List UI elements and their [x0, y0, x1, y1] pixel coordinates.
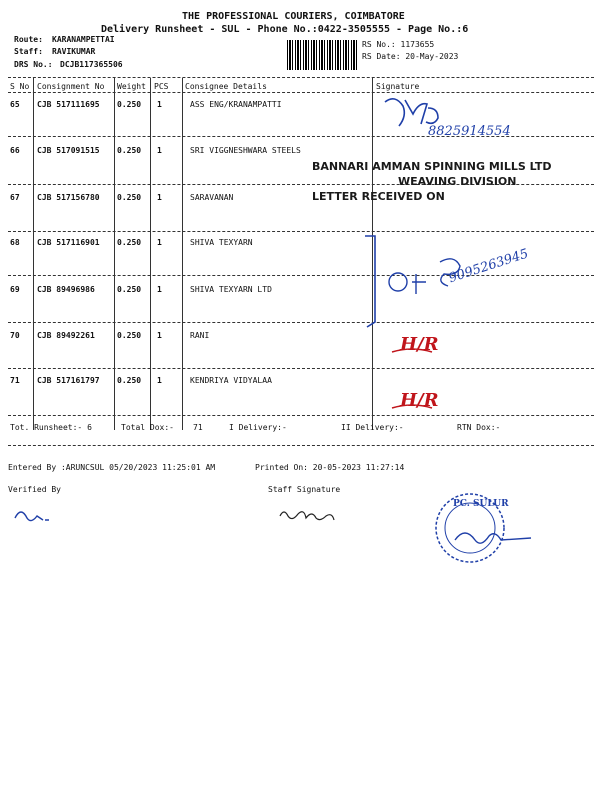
- cell-pcs: 1: [157, 331, 162, 340]
- cell-weight: 0.250: [117, 331, 142, 340]
- col-consignment: Consignment No: [37, 82, 105, 91]
- cell-weight: 0.250: [117, 100, 142, 109]
- stamp-line-1: BANNARI AMMAN SPINNING MILLS LTD: [312, 160, 552, 173]
- route-value: KARANAMPETTAI: [52, 35, 115, 44]
- cell-pcs: 1: [157, 238, 162, 247]
- cell-sno: 65: [10, 100, 20, 109]
- cell-sno: 69: [10, 285, 20, 294]
- staff-value: RAVIKUMAR: [52, 47, 96, 56]
- cell-consignee: KENDRIYA VIDYALAA: [190, 376, 272, 385]
- handwritten-phone-1: 8825914554: [428, 124, 511, 139]
- staff-label: Staff:: [14, 47, 43, 56]
- bracket-mark: [365, 236, 375, 327]
- stamp-line-3: LETTER RECEIVED ON: [312, 190, 445, 203]
- company-title: THE PROFESSIONAL COURIERS, COIMBATORE: [182, 11, 405, 22]
- hr-mark-71: H/R: [400, 390, 439, 411]
- hr-mark-70: H/R: [400, 334, 439, 355]
- cell-consignee: SHIVA TEXYARN LTD: [190, 285, 272, 294]
- total-runsheet: Tot. Runsheet:- 6: [10, 423, 92, 432]
- staff-signature-label: Staff Signature: [268, 485, 341, 494]
- cell-sno: 66: [10, 146, 20, 155]
- col-consignee: Consignee Details: [185, 82, 267, 91]
- drs-label: DRS No.:: [14, 60, 53, 69]
- cell-pcs: 1: [157, 376, 162, 385]
- rs-number: RS No.: 1173655: [362, 40, 435, 49]
- cell-consignment: CJB 517111695: [37, 100, 100, 109]
- cell-sno: 70: [10, 331, 20, 340]
- runsheet-subtitle: Delivery Runsheet - SUL - Phone No.:0422-3505555 - Page No.:6: [101, 24, 469, 35]
- cell-pcs: 1: [157, 193, 162, 202]
- cell-consignment: CJB 517161797: [37, 376, 100, 385]
- col-signature: Signature: [376, 82, 420, 91]
- cell-weight: 0.250: [117, 238, 142, 247]
- seal-inner-icon: [445, 503, 495, 553]
- seal-text: PC. SULUR: [453, 499, 509, 509]
- verified-signature: [15, 512, 49, 521]
- cell-consignee: SARAVANAN: [190, 193, 234, 202]
- rs-date: RS Date: 20-May-2023: [362, 52, 459, 61]
- col-sno: S No: [10, 82, 30, 91]
- stamp-line-2: WEAVING DIVISION: [398, 175, 517, 188]
- cell-consignment: CJB 89492261: [37, 331, 95, 340]
- total-dox-value: 71: [193, 423, 203, 432]
- cell-sno: 68: [10, 238, 20, 247]
- cell-consignee: ASS ENG/KRANAMPATTI: [190, 100, 282, 109]
- circle-mark: [389, 273, 407, 291]
- rtn-dox: RTN Dox:-: [457, 423, 501, 432]
- i-delivery: I Delivery:-: [229, 423, 287, 432]
- cell-consignment: CJB 89496986: [37, 285, 95, 294]
- handwritten-phone-2: 9095263945: [447, 246, 531, 287]
- entered-by: Entered By :ARUNCSUL 05/20/2023 11:25:01 AM: [8, 463, 216, 472]
- cell-sno: 71: [10, 376, 20, 385]
- cell-consignee: RANI: [190, 331, 210, 340]
- ii-delivery: II Delivery:-: [341, 423, 404, 432]
- verified-by: Verified By: [8, 485, 61, 494]
- col-weight: Weight: [117, 82, 146, 91]
- cell-weight: 0.250: [117, 285, 142, 294]
- staff-signature: [280, 512, 334, 520]
- cell-weight: 0.250: [117, 376, 142, 385]
- drs-value: DCJB117365506: [60, 60, 123, 69]
- printed-on: Printed On: 20-05-2023 11:27:14: [255, 463, 405, 472]
- cell-consignee: SHIVA TEXYARN: [190, 238, 253, 247]
- cell-weight: 0.250: [117, 193, 142, 202]
- cell-pcs: 1: [157, 100, 162, 109]
- cell-consignment: CJB 517156780: [37, 193, 100, 202]
- cell-consignment: CJB 517091515: [37, 146, 100, 155]
- col-pcs: PCS: [154, 82, 169, 91]
- signature-scribble: [385, 99, 438, 126]
- cell-pcs: 1: [157, 285, 162, 294]
- cell-pcs: 1: [157, 146, 162, 155]
- cell-sno: 67: [10, 193, 20, 202]
- cell-weight: 0.250: [117, 146, 142, 155]
- cell-consignment: CJB 517116901: [37, 238, 100, 247]
- cell-consignee: SRI VIGGNESHWARA STEELS: [190, 146, 301, 155]
- total-dox-label: Total Dox:-: [121, 423, 174, 432]
- route-label: Route:: [14, 35, 43, 44]
